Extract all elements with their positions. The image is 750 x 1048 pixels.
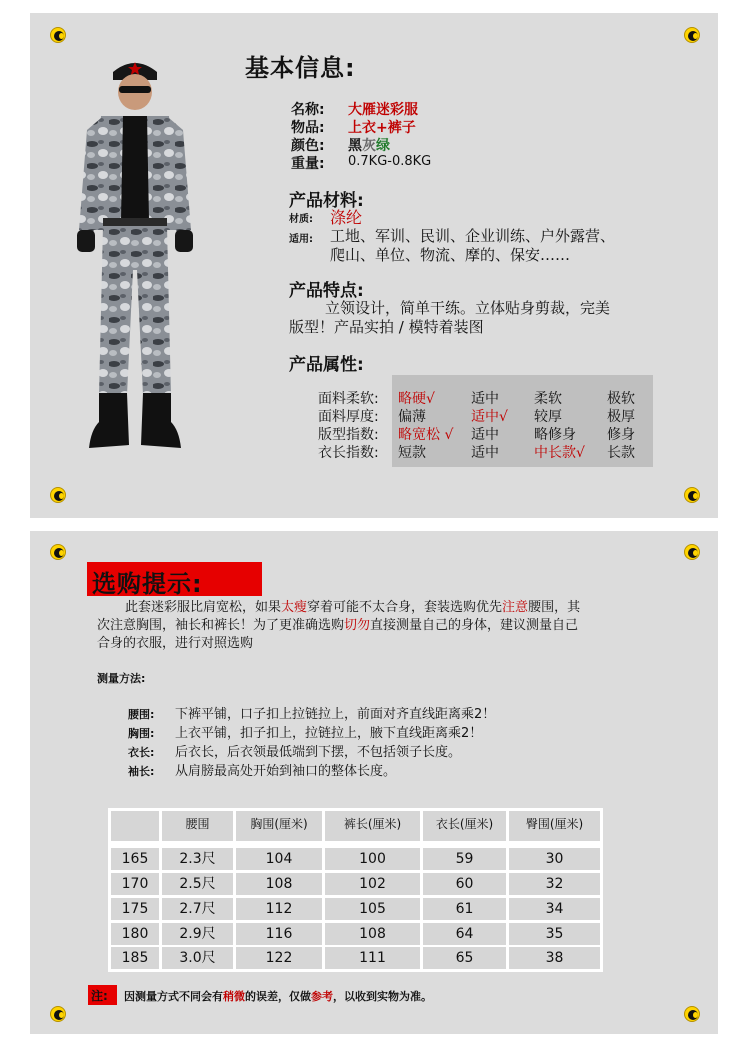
features-line-1: 立领设计，简单干练。立体贴身剪裁，完美 [325,299,611,317]
table-cell: 3.0尺 [162,947,233,969]
table-cell: 180 [111,923,159,945]
corner-pin-icon [684,487,700,503]
corner-pin-icon [684,544,700,560]
color-gray: 灰 [362,138,376,154]
method-title: 测量方法: [97,672,146,685]
tips-paragraph-line-2 [97,614,578,633]
table-cell: 2.5尺 [162,873,233,895]
note-part: 因测量方式不同会有 [124,990,223,1003]
table-cell: 100 [325,848,420,870]
corner-pin-icon [50,27,66,43]
table-cell: 108 [325,923,420,945]
fabric-value: 涤纶 [330,208,363,227]
tips-highlight: 切勿 [344,618,371,633]
method-text-chest: 上衣平铺，扣子扣上，拉链拉上，腋下直线距离乘2！ [175,726,483,741]
table-cell: 32 [509,873,600,895]
tips-highlight: 太瘦 [281,600,308,615]
color-value [348,135,390,155]
table-cell: 104 [236,848,322,870]
attr-thickness-opt-0: 偏薄 [398,409,426,425]
table-cell: 60 [423,873,506,895]
table-cell: 35 [509,923,600,945]
corner-pin-icon [50,487,66,503]
attr-softness-opt-2: 柔软 [534,391,562,407]
table-cell: 2.3尺 [162,848,233,870]
table-cell: 105 [325,898,420,920]
note-part: ，以收到实物为准。 [333,990,432,1003]
table-cell: 38 [509,947,600,969]
method-text-sleeve: 从肩膀最高处开始到袖口的整体长度。 [175,764,397,779]
item-value: 上衣+裤子 [348,120,416,136]
size-table [108,808,603,972]
table-cell: 112 [236,898,322,920]
name-value: 大雁迷彩服 [348,102,418,118]
note-badge [88,985,117,1005]
note-highlight: 参考 [311,990,333,1003]
method-text-waist: 下裤平铺，口子扣上拉链拉上，前面对齐直线距离乘2！ [175,707,496,722]
table-header: 裤长(厘米) [325,811,420,841]
table-cell: 122 [236,947,322,969]
table-cell: 175 [111,898,159,920]
tips-text: 次注意胸围，袖长和裤长！为了更准确选购 [97,618,345,633]
table-cell: 30 [509,848,600,870]
fabric-label: 材质: [289,214,313,225]
tips-text: 腰围，其 [528,600,581,615]
tips-text: 直接测量自己的身体，建议测量自己 [370,618,579,633]
weight-label: 重量: [291,156,325,172]
corner-pin-icon [684,1006,700,1022]
note-part: 的误差，仅做 [245,990,311,1003]
attr-thickness-opt-3: 极厚 [607,409,635,425]
attr-label-length: 衣长指数: [318,445,379,461]
method-label-waist: 腰围: [128,708,155,721]
attr-softness-opt-1: 适中 [471,391,499,407]
method-label-length: 衣长: [128,746,155,759]
use-line-1: 工地、军训、民训、企业训练、户外露营、 [330,227,616,245]
table-header: 臀围(厘米) [509,811,600,841]
attr-thickness-opt-2: 较厚 [534,409,562,425]
table-cell: 65 [423,947,506,969]
table-cell: 185 [111,947,159,969]
attr-fit-opt-0: 略宽松 √ [398,427,454,443]
attr-length-opt-2: 中长款√ [534,445,585,461]
attr-softness-opt-3: 极软 [607,391,635,407]
tips-text: 穿着可能不太合身，套装选购优先 [307,600,503,615]
table-cell: 170 [111,873,159,895]
table-cell: 108 [236,873,322,895]
table-cell: 165 [111,848,159,870]
color-label: 颜色: [291,138,325,154]
use-line-2: 爬山、单位、物流、摩的、保安…… [330,246,571,264]
tips-paragraph-line-3: 合身的衣服，进行对照选购 [97,636,254,651]
table-header [111,811,159,841]
table-header: 腰围 [162,811,233,841]
attr-length-opt-1: 适中 [471,445,499,461]
attr-fit-opt-2: 略修身 [534,427,576,443]
table-cell: 64 [423,923,506,945]
material-title: 产品材料: [289,191,364,211]
table-header: 衣长(厘米) [423,811,506,841]
attributes-title: 产品属性: [289,355,364,375]
tips-text: 此套迷彩服比肩宽松，如果 [125,600,282,615]
table-cell: 111 [325,947,420,969]
attr-label-softness: 面料柔软: [318,391,379,407]
table-cell: 2.9尺 [162,923,233,945]
attr-fit-opt-1: 适中 [471,427,499,443]
corner-pin-icon [50,1006,66,1022]
attr-softness-opt-0: 略硬√ [398,391,435,407]
table-cell: 116 [236,923,322,945]
note-highlight: 稍微 [223,990,245,1003]
attr-length-opt-3: 长款 [607,445,635,461]
item-label: 物品: [291,120,325,136]
attr-fit-opt-3: 修身 [607,427,635,443]
attr-length-opt-0: 短款 [398,445,426,461]
table-cell: 34 [509,898,600,920]
color-black: 黑 [348,138,362,154]
note-text [124,988,432,1004]
model-photo [65,50,205,460]
method-label-sleeve: 袖长: [128,765,155,778]
tips-paragraph-line-1 [125,596,580,615]
tips-highlight: 注意 [502,600,529,615]
use-label: 适用: [289,234,313,245]
table-cell: 2.7尺 [162,898,233,920]
attr-thickness-opt-1: 适中√ [471,409,508,425]
method-label-chest: 胸围: [128,727,155,740]
attr-label-thickness: 面料厚度: [318,409,379,425]
basic-info-title: 基本信息: [245,54,356,82]
color-green: 绿 [376,138,390,154]
table-cell: 61 [423,898,506,920]
tips-title: 选购提示: [92,570,203,598]
note-label: 注: [91,989,108,1003]
table-header: 胸围(厘米) [236,811,322,841]
features-title: 产品特点: [289,281,364,301]
corner-pin-icon [50,544,66,560]
table-cell: 59 [423,848,506,870]
attr-label-fit: 版型指数: [318,427,379,443]
tips-title-banner [87,562,262,596]
table-cell: 102 [325,873,420,895]
corner-pin-icon [684,27,700,43]
features-line-2: 版型！产品实拍 / 模特着装图 [289,318,484,336]
method-text-length: 后衣长，后衣领最低端到下摆，不包括领子长度。 [175,745,462,760]
weight-value: 0.7KG-0.8KG [348,154,432,169]
name-label: 名称: [291,102,325,118]
